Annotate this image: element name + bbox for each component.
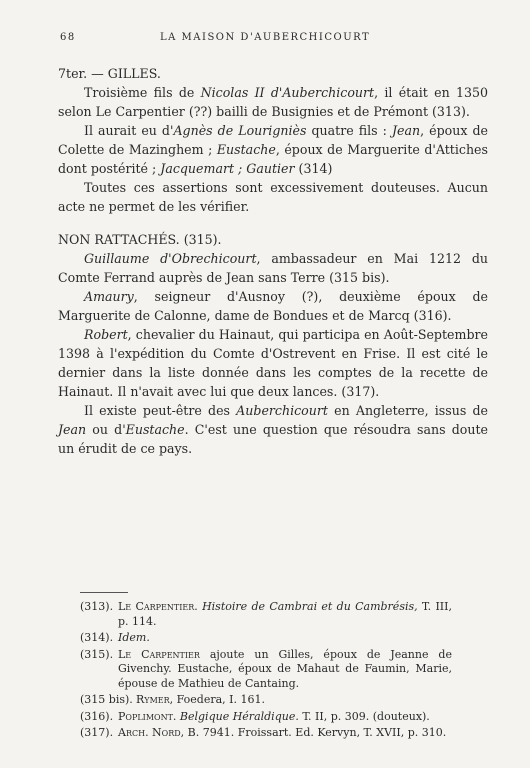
- page-number: 68: [60, 32, 76, 43]
- paragraph-1: Troisième fils de Nicolas II d'Auberchicourt, il était en 1350 selon Le Carpentier (??) bailli de Busignies et de Prémont (313).: [58, 85, 489, 119]
- footnote-313: (313). Le Carpentier. Histoire de Cambrai et du Cambrésis, T. III, p. 114.: [80, 600, 452, 628]
- paragraph-3: Toutes ces assertions sont excessivement douteuses. Aucun acte ne permet de les vérifier.: [58, 180, 488, 214]
- footnote-314: (314). Idem.: [80, 631, 150, 644]
- paragraph-4: Guillaume d'Obrechicourt, ambassadeur en Mai 1212 du Comte Ferrand auprès de Jean sans Terre (315 bis).: [58, 251, 488, 285]
- section-heading-gilles: 7ter. — GILLES.: [58, 66, 161, 81]
- paragraph-6: Robert, chevalier du Hainaut, qui participa en Août-Septembre 1398 à l'expédition du Comte d'Ostrevent en Frise. Il est cité le dernier dans la liste donnée dans les comptes de la recette de Hainaut. Il n'avait avec lui que deux lances. (317).: [58, 327, 488, 399]
- footnote-315-bis: (315 bis). Rymer, Foedera, I. 161.: [80, 693, 265, 706]
- running-title: LA MAISON D'AUBERCHICOURT: [160, 32, 371, 43]
- main-text: [58, 64, 488, 458]
- footnote-rule: [80, 592, 128, 593]
- footnote-316: (316). Poplimont. Belgique Héraldique. T. II, p. 309. (douteux).: [80, 709, 430, 723]
- paragraph-2: Il aurait eu d'Agnès de Lourigniès quatre fils : Jean, époux de Colette de Mazinghem ; Eustache, époux de Marguerite d'Attiches dont postérité ; Jacquemart ; Gautier (314): [58, 123, 488, 176]
- paragraph-7: Il existe peut-être des Auberchicourt en Angleterre, issus de Jean ou d'Eustache. C'est une question que résoudra sans doute un érudit de ce pays.: [58, 403, 488, 456]
- footnotes: [80, 600, 452, 743]
- footnote-315: (315). Le Carpentier ajoute un Gilles, époux de Jeanne de Givenchy. Eustache, époux de Mahaut de Faumin, Marie, épouse de Mathieu de Cantaing.: [80, 647, 452, 690]
- footnote-317: (317). Arch. Nord, B. 7941. Froissart. Ed. Kervyn, T. XVII, p. 310.: [80, 726, 447, 739]
- paragraph-5: Amaury, seigneur d'Ausnoy (?), deuxième époux de Marguerite de Calonne, dame de Bondues et de Marcq (316).: [58, 289, 488, 323]
- section-heading-non-rattaches: NON RATTACHÉS. (315).: [58, 232, 222, 247]
